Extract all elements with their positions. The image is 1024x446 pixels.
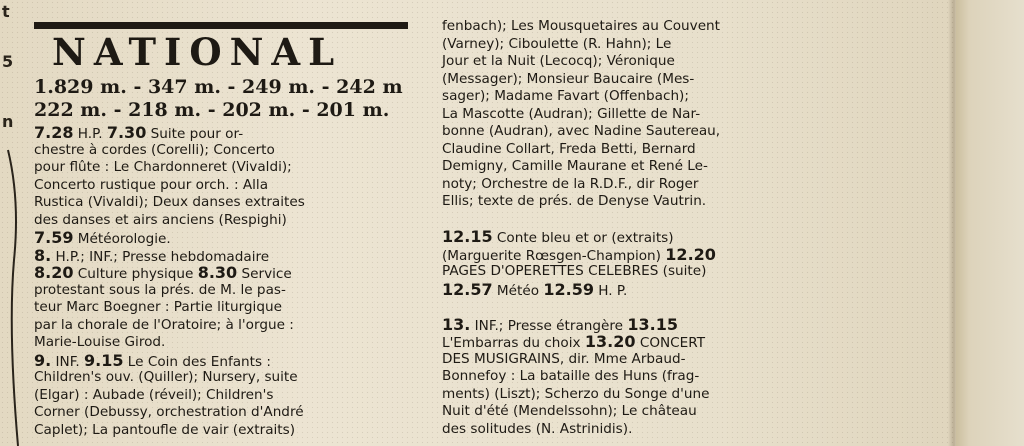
- program-line: [34, 194, 305, 212]
- time-stamp: 7.59: [34, 228, 74, 247]
- program-text: (Messager); Monsieur Baucaire (Mes-: [442, 70, 695, 87]
- left-program-text: [34, 124, 305, 439]
- program-line: [442, 351, 720, 369]
- program-text: DES MUSIGRAINS, dir. Mme Arbaud-: [442, 350, 686, 367]
- program-text: Suite pour or-: [146, 126, 244, 142]
- time-stamp: 13.20: [584, 332, 636, 351]
- program-text: PAGES D'OPERETTES CELEBRES (suite): [442, 263, 707, 279]
- program-text: CONCERT: [635, 335, 706, 351]
- program-text: Corner (Debussy, orchestration d'André: [34, 404, 304, 420]
- time-stamp: 8.30: [197, 263, 238, 282]
- program-text: Météo: [492, 282, 544, 299]
- program-line: [442, 158, 720, 176]
- time-stamp: 12.59: [543, 279, 594, 299]
- program-text: des solitudes (N. Astrinidis).: [442, 420, 633, 437]
- program-text: La Mascotte (Audran); Gillette de Nar-: [442, 105, 701, 122]
- column-bracket: [6, 0, 20, 446]
- margin-fragment: n: [2, 112, 14, 131]
- time-stamp: 13.: [442, 314, 471, 334]
- program-line: [442, 18, 720, 36]
- program-line: [442, 403, 720, 421]
- adjacent-page-edge: [956, 0, 1024, 446]
- program-text: Jour et la Nuit (Lecocq); Véronique: [442, 53, 675, 69]
- program-line: [442, 176, 720, 194]
- program-text: chestre à cordes (Corelli); Concerto: [34, 141, 275, 158]
- program-text: H. P.: [593, 282, 628, 299]
- program-line: [34, 177, 305, 195]
- time-stamp: 8.20: [34, 263, 74, 282]
- program-text: Conte bleu et or (extraits): [492, 230, 674, 246]
- program-text: ments) (Liszt); Scherzo du Songe d'une: [442, 385, 710, 402]
- margin-fragment: t: [2, 2, 10, 21]
- program-line: [34, 404, 305, 422]
- program-text: Concerto rustique pour orch. : Alla: [34, 176, 269, 193]
- program-line: [34, 247, 305, 265]
- time-stamp: 7.30: [106, 123, 147, 142]
- program-text: par la chorale de l'Oratoire; à l'orgue :: [34, 316, 294, 333]
- program-text: protestant sous la prés. de M. le pas-: [34, 281, 286, 298]
- program-line: [442, 193, 720, 211]
- program-line: [442, 316, 720, 334]
- program-line: [442, 368, 720, 386]
- program-text: Bonnefoy : La bataille des Huns (frag-: [442, 368, 700, 384]
- program-line: [442, 53, 720, 71]
- program-text: (Marguerite Rœsgen-Champion): [442, 247, 666, 264]
- program-line: [442, 211, 720, 229]
- program-text: sager); Madame Favart (Offenbach);: [442, 88, 689, 104]
- program-text: H.P.: [73, 126, 107, 142]
- program-line: [442, 106, 720, 124]
- program-text: Rustica (Vivaldi); Deux danses extraites: [34, 194, 305, 210]
- program-line: [34, 317, 305, 335]
- time-stamp: 9.15: [84, 350, 124, 370]
- program-line: [442, 141, 720, 159]
- program-text: Marie-Louise Girod.: [34, 334, 166, 350]
- program-line: [442, 88, 720, 106]
- program-line: [442, 123, 720, 141]
- program-line: [34, 282, 305, 300]
- program-line: [442, 386, 720, 404]
- program-line: [34, 229, 305, 247]
- program-text: INF.: [51, 353, 84, 370]
- margin-fragment: 5: [2, 52, 14, 71]
- program-line: [442, 298, 720, 316]
- wavelengths-line: 1.829 m. - 347 m. - 249 m. - 242 m: [34, 76, 403, 98]
- program-text: Nuit d'été (Mendelssohn); Le château: [442, 403, 697, 419]
- program-line: [34, 142, 305, 160]
- program-line: [442, 421, 720, 439]
- wavelengths-line: 222 m. - 218 m. - 202 m. - 201 m.: [34, 99, 390, 121]
- program-text: noty; Orchestre de la R.D.F., dir Roger: [442, 175, 699, 192]
- program-line: [34, 387, 305, 405]
- program-line: [34, 159, 305, 177]
- program-text: Service: [237, 266, 292, 282]
- program-text: (Varney); Ciboulette (R. Hahn); Le: [442, 35, 672, 52]
- time-stamp: 12.15: [442, 227, 493, 246]
- program-text: Ellis; texte de prés. de Denyse Vautrin.: [442, 193, 707, 209]
- program-line: [442, 36, 720, 54]
- header-rule: [34, 22, 408, 29]
- program-line: [442, 281, 720, 299]
- program-text: Demigny, Camille Maurane et René Le-: [442, 158, 708, 174]
- time-stamp: 13.15: [627, 314, 678, 334]
- time-stamp: 12.57: [442, 279, 493, 299]
- right-program-text: [442, 18, 720, 438]
- program-text: Children's ouv. (Quiller); Nursery, suite: [34, 369, 298, 385]
- time-stamp: 9.: [34, 350, 52, 370]
- time-stamp: 12.20: [665, 244, 716, 264]
- program-line: [442, 333, 720, 351]
- program-line: [34, 352, 305, 370]
- program-text: Météorologie.: [73, 231, 171, 247]
- program-line: [34, 212, 305, 230]
- program-text: teur Marc Boegner : Partie liturgique: [34, 299, 282, 315]
- program-line: [34, 299, 305, 317]
- program-text: H.P.; INF.; Presse hebdomadaire: [51, 248, 270, 265]
- left-margin: [0, 0, 22, 446]
- time-stamp: 8.: [34, 245, 52, 265]
- program-text: fenbach); Les Mousquetaires au Couvent: [442, 18, 721, 34]
- program-line: [442, 228, 720, 246]
- station-title: NATIONAL: [52, 30, 343, 74]
- program-text: bonne (Audran), avec Nadine Sautereau,: [442, 123, 721, 139]
- program-line: [442, 71, 720, 89]
- program-text: pour flûte : Le Chardonneret (Vivaldi);: [34, 159, 292, 175]
- program-line: [442, 246, 720, 264]
- program-line: [34, 264, 305, 282]
- program-line: [442, 263, 720, 281]
- program-line: [34, 422, 305, 440]
- program-text: Le Coin des Enfants :: [123, 353, 271, 370]
- program-text: (Elgar) : Aubade (réveil); Children's: [34, 386, 274, 403]
- program-text: Caplet); La pantoufle de vair (extraits): [34, 421, 296, 438]
- program-line: [34, 124, 305, 142]
- program-text: des danses et airs anciens (Respighi): [34, 211, 287, 228]
- program-text: INF.; Presse étrangère: [470, 317, 628, 334]
- time-stamp: 7.28: [34, 123, 74, 142]
- program-line: [34, 369, 305, 387]
- program-text: Culture physique: [73, 266, 198, 282]
- program-text: L'Embarras du choix: [442, 335, 585, 351]
- program-text: Claudine Collart, Freda Betti, Bernard: [442, 140, 696, 157]
- program-line: [34, 334, 305, 352]
